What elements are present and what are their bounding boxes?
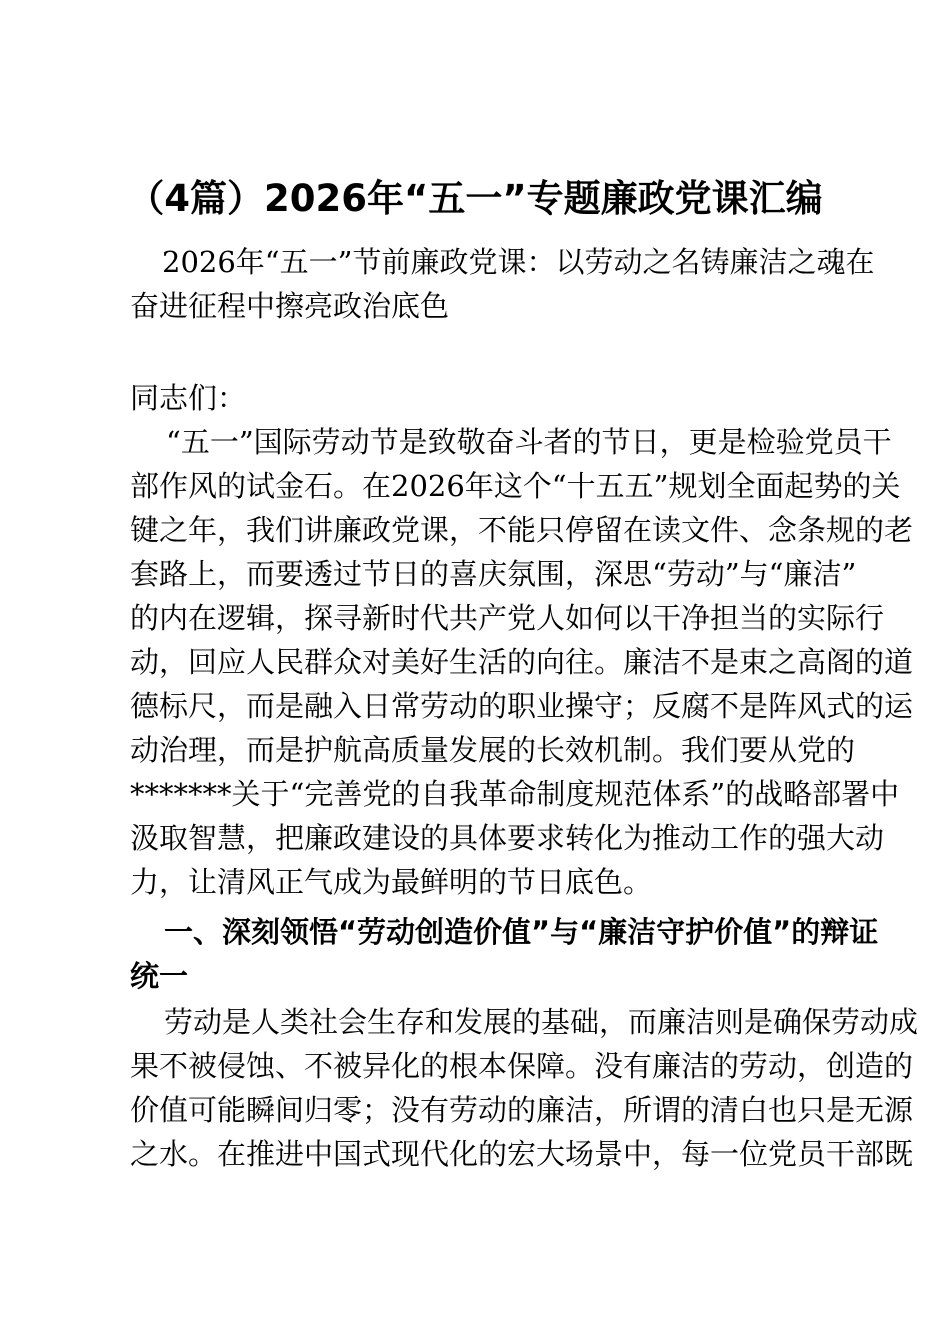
paragraph-line: *******关于“完善党的自我革命制度规范体系”的战略部署中 xyxy=(130,777,900,811)
paragraph-line: 汲取智慧，把廉政建设的具体要求转化为推动工作的强大动 xyxy=(130,821,885,855)
paragraph-line: 之水。在推进中国式现代化的宏大场景中，每一位党员干部既 xyxy=(130,1137,914,1171)
subtitle-line: 奋进征程中擦亮政治底色 xyxy=(130,289,450,323)
paragraph-line: 套路上，而要透过节日的喜庆氛围，深思“劳动”与“廉洁” xyxy=(130,557,857,591)
salutation: 同志们： xyxy=(130,381,247,415)
paragraph-line: 键之年，我们讲廉政党课，不能只停留在读文件、念条规的老 xyxy=(130,513,914,547)
document-title: （4篇）2026年“五一”专题廉政党课汇编 xyxy=(127,177,823,220)
paragraph-line: 德标尺，而是融入日常劳动的职业操守；反腐不是阵风式的运 xyxy=(130,689,914,723)
section-heading-line: 一、深刻领悟“劳动创造价值”与“廉洁守护价值”的辩证 xyxy=(164,915,879,949)
paragraph-line: 动治理，而是护航高质量发展的长效机制。我们要从党的 xyxy=(130,733,856,767)
paragraph-line: 的内在逻辑，探寻新时代共产党人如何以干净担当的实际行 xyxy=(130,601,885,635)
paragraph-line: 果不被侵蚀、不被异化的根本保障。没有廉洁的劳动，创造的 xyxy=(130,1049,914,1083)
subtitle-line: 2026年“五一”节前廉政党课：以劳动之名铸廉洁之魂在 xyxy=(162,245,875,279)
paragraph-line: 部作风的试金石。在2026年这个“十五五”规划全面起势的关 xyxy=(130,469,901,503)
section-heading-line: 统一 xyxy=(130,959,189,993)
paragraph-line: 劳动是人类社会生存和发展的基础，而廉洁则是确保劳动成 xyxy=(164,1005,919,1039)
paragraph-line: 动，回应人民群众对美好生活的向往。廉洁不是束之高阁的道 xyxy=(130,645,914,679)
paragraph-line: 力，让清风正气成为最鲜明的节日底色。 xyxy=(130,865,653,899)
paragraph-line: “五一”国际劳动节是致敬奋斗者的节日，更是检验党员干 xyxy=(166,425,892,459)
paragraph-line: 价值可能瞬间归零；没有劳动的廉洁，所谓的清白也只是无源 xyxy=(130,1093,914,1127)
